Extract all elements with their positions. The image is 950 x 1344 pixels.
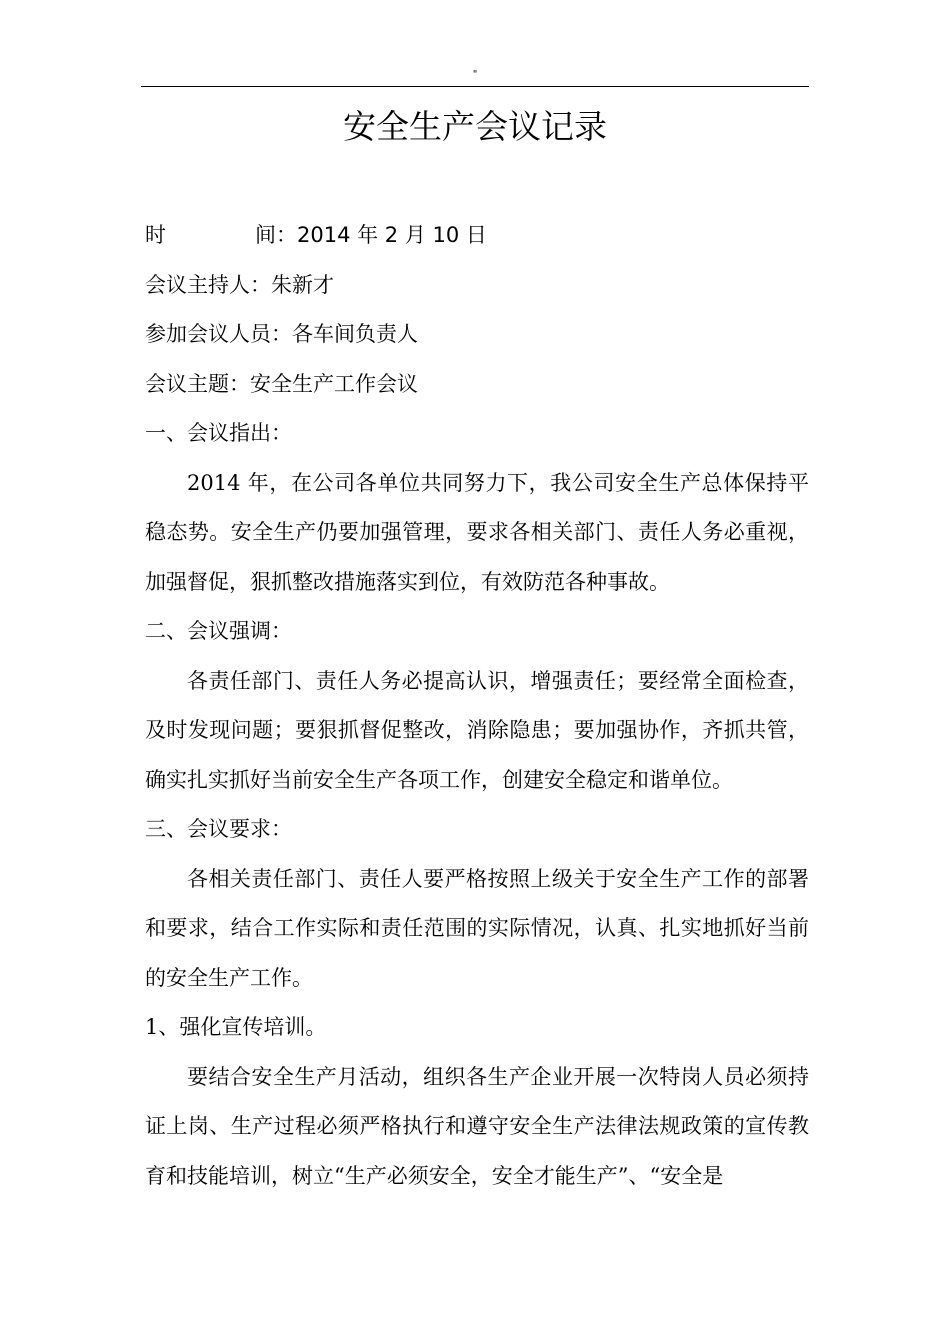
section-1-body: 2014 年，在公司各单位共同努力下，我公司安全生产总体保持平稳态势。安全生产仍要加强管理，要求各相关部门、责任人务必重视，加强督促，狠抓整改措施落实到位，有效防范各种事故。 xyxy=(145,470,809,594)
header-mark: " xyxy=(472,69,478,80)
meeting-time xyxy=(145,211,809,261)
time-value: 2014 年 2 月 10 日 xyxy=(297,223,487,247)
item-1-body: 要结合安全生产月活动，组织各生产企业开展一次特岗人员必须持证上岗、生产过程必须严格执行和遵守安全生产法律法规政策的宣传教育和技能培训，树立“生产必须安全，安全才能生产”、“安全是 xyxy=(145,1064,809,1188)
section-3-body: 各相关责任部门、责任人要严格按照上级关于安全生产工作的部署和要求，结合工作实际和责任范围的实际情况，认真、扎实地抓好当前的安全生产工作。 xyxy=(145,866,809,990)
section-2-heading: 二、会议强调： xyxy=(145,619,292,643)
item-1-heading: 1、强化宣传培训。 xyxy=(145,1015,327,1039)
meeting-topic: 会议主题：安全生产工作会议 xyxy=(145,371,418,396)
section-1-heading: 一、会议指出： xyxy=(145,421,292,445)
header-rule xyxy=(141,86,809,87)
page-title: 安全生产会议记录 xyxy=(343,107,607,146)
document-body xyxy=(145,211,809,1201)
section-2-body: 各责任部门、责任人务必提高认识，增强责任；要经常全面检查，及时发现问题；要狠抓督促整改，消除隐患；要加强协作，齐抓共管，确实扎实抓好当前安全生产各项工作，创建安全稳定和谐单位。 xyxy=(145,668,809,792)
section-3-heading: 三、会议要求： xyxy=(145,817,292,841)
time-label-2: 间： xyxy=(255,223,297,247)
time-label-1: 时 xyxy=(145,223,166,247)
meeting-attendees: 参加会议人员：各车间负责人 xyxy=(145,322,418,346)
meeting-host: 会议主持人：朱新才 xyxy=(145,272,334,297)
